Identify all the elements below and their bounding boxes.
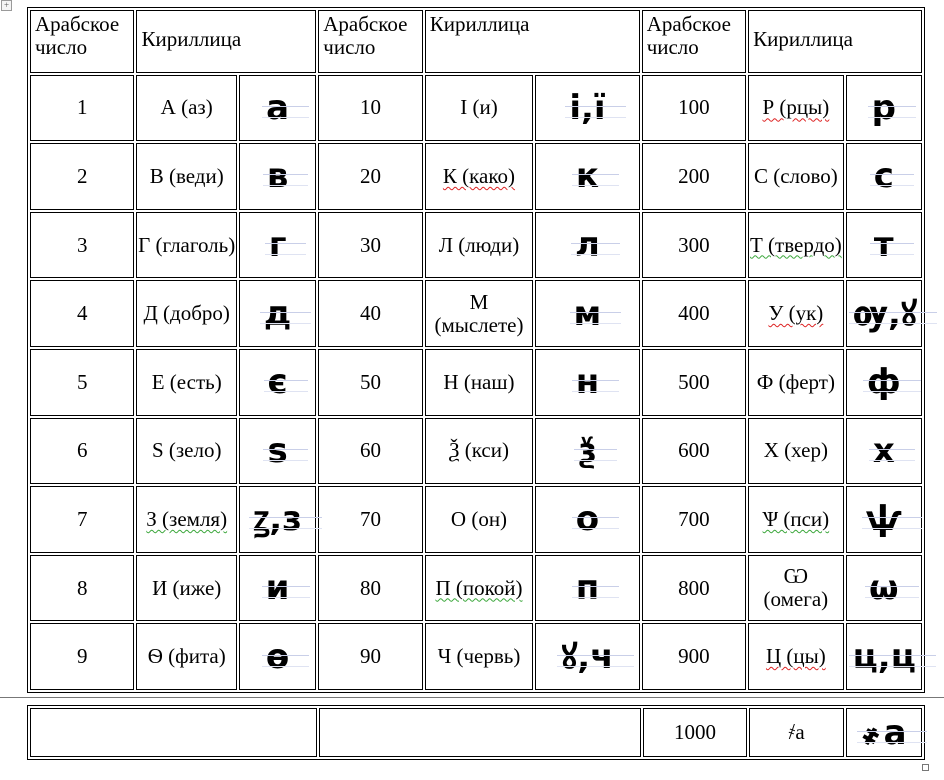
- letter-name: [748, 349, 843, 416]
- page-separator: [0, 697, 944, 698]
- arabic-number: 1: [30, 75, 134, 142]
- letter-name: [136, 418, 236, 485]
- header-arabic-3: Арабское число: [642, 10, 746, 73]
- arabic-number: 500: [642, 349, 746, 416]
- letter-name: [136, 212, 236, 279]
- arabic-number: 60: [318, 418, 422, 485]
- thousand-name: ҂а: [749, 708, 844, 757]
- church-slavonic-glyph: к: [570, 156, 605, 196]
- table-row: [30, 143, 922, 210]
- arabic-number: 900: [642, 623, 746, 690]
- letter-name: [136, 143, 236, 210]
- letter-name-text: Т (твердо): [749, 232, 842, 257]
- glyph-cell: [535, 418, 639, 485]
- church-slavonic-glyph: ꙁ,з: [247, 499, 308, 539]
- letter-name: [748, 143, 843, 210]
- church-slavonic-glyph: и: [260, 568, 296, 608]
- glyph-cell: [846, 418, 922, 485]
- glyph-cell: [239, 623, 316, 690]
- letter-name: [425, 418, 533, 485]
- arabic-number: 700: [642, 486, 746, 553]
- church-slavonic-glyph: ѳ: [260, 637, 295, 677]
- arabic-number: 300: [642, 212, 746, 279]
- letter-name-text: Л (люди): [438, 232, 520, 257]
- glyph-cell: [535, 143, 639, 210]
- glyph-cell: [535, 280, 639, 347]
- church-slavonic-glyph: м: [568, 294, 608, 334]
- arabic-number: 3: [30, 212, 134, 279]
- letter-name: [748, 212, 843, 279]
- church-slavonic-glyph: г: [263, 225, 293, 265]
- letter-name-text: Ѳ (фита): [147, 644, 226, 669]
- thousand-row: [30, 708, 922, 757]
- letter-name: [136, 349, 236, 416]
- arabic-number: 6: [30, 418, 134, 485]
- letter-name-text: Р (рцы): [762, 95, 830, 120]
- arabic-number: 5: [30, 349, 134, 416]
- glyph-cell: [239, 349, 316, 416]
- letter-name-text: Ф (ферт): [756, 369, 835, 394]
- empty-cell: [319, 708, 641, 757]
- arabic-number: 8: [30, 555, 134, 622]
- header-arabic-2: Арабское число: [318, 10, 422, 73]
- letter-name: [425, 623, 533, 690]
- church-slavonic-glyph: ф: [861, 362, 907, 402]
- arabic-number: 7: [30, 486, 134, 553]
- glyph-cell: [239, 418, 316, 485]
- church-slavonic-glyph: а: [260, 88, 295, 128]
- letter-name-text: Ч (червь): [437, 644, 521, 669]
- letter-name: [136, 280, 236, 347]
- letter-name-text: Г (глаголь): [138, 232, 236, 257]
- letter-name-text: О (он): [450, 506, 508, 531]
- glyph-cell: [846, 486, 922, 553]
- arabic-number: 600: [642, 418, 746, 485]
- thousand-glyph: ҂а: [855, 713, 912, 753]
- arabic-number: 400: [642, 280, 746, 347]
- letter-name: [425, 143, 533, 210]
- letter-name: [748, 555, 843, 622]
- glyph-cell: [239, 212, 316, 279]
- letter-name-text: Ѡ (омега): [763, 564, 829, 611]
- letter-name-text: П (покой): [435, 575, 523, 600]
- church-slavonic-glyph: с: [868, 156, 900, 196]
- table-row: [30, 212, 922, 279]
- letter-name-text: Д (добро): [143, 301, 230, 326]
- letter-name-text: І (и): [460, 95, 498, 120]
- letter-name-text: М (мыслете): [434, 289, 524, 337]
- glyph-cell: [239, 280, 316, 347]
- letter-name-text: Н (наш): [443, 369, 515, 394]
- arabic-number: 40: [318, 280, 422, 347]
- numerals-table: [27, 7, 925, 693]
- church-slavonic-glyph: ц,ц: [847, 637, 922, 677]
- arabic-number: 200: [642, 143, 746, 210]
- arabic-number: 50: [318, 349, 422, 416]
- church-slavonic-glyph: т: [868, 225, 900, 265]
- arabic-number: 9: [30, 623, 134, 690]
- table-row: [30, 486, 922, 553]
- church-slavonic-glyph: ѹ,ꙋ: [847, 294, 923, 334]
- glyph-cell: [846, 143, 922, 210]
- table-row: [30, 75, 922, 142]
- letter-name-text: С (слово): [753, 163, 838, 188]
- letter-name: [425, 555, 533, 622]
- church-slavonic-glyph: ꙋ,ч: [555, 637, 619, 677]
- table-row: [30, 623, 922, 690]
- table-row: [30, 349, 922, 416]
- church-slavonic-glyph: ѕ: [261, 431, 293, 471]
- letter-name: [425, 212, 533, 279]
- letter-name-text: Ѱ (пси): [762, 506, 830, 531]
- arabic-number: 4: [30, 280, 134, 347]
- glyph-cell: [535, 486, 639, 553]
- letter-name: [136, 623, 236, 690]
- letter-name: [136, 75, 236, 142]
- arabic-number: 90: [318, 623, 422, 690]
- header-cyrillic-2: Кириллица: [425, 10, 640, 73]
- letter-name: [425, 75, 533, 142]
- letter-name-text: Е (есть): [151, 369, 222, 394]
- letter-name-text: Х (хер): [763, 438, 828, 463]
- glyph-cell: [846, 280, 922, 347]
- church-slavonic-glyph: н: [570, 362, 606, 402]
- arabic-number: 10: [318, 75, 422, 142]
- letter-name-text: И (иже): [152, 575, 222, 600]
- letter-name: [748, 75, 843, 142]
- letter-name-text: З (земля): [146, 506, 228, 531]
- church-slavonic-glyph: є: [262, 362, 294, 402]
- arabic-number: 20: [318, 143, 422, 210]
- table-row: [30, 555, 922, 622]
- table-row: [30, 418, 922, 485]
- header-arabic-1: Арабское число: [30, 10, 134, 73]
- glyph-cell: [846, 75, 922, 142]
- letter-name: [136, 486, 236, 553]
- letter-name: [136, 555, 236, 622]
- glyph-cell: [239, 143, 316, 210]
- arabic-number: 80: [318, 555, 422, 622]
- letter-name-text: S (зело): [151, 438, 222, 463]
- glyph-cell: [535, 212, 639, 279]
- letter-name: [425, 349, 533, 416]
- glyph-cell: [846, 555, 922, 622]
- glyph-cell: [535, 623, 639, 690]
- letter-name-text: В (веди): [149, 163, 224, 188]
- letter-name: [425, 280, 533, 347]
- glyph-cell: [535, 555, 639, 622]
- church-slavonic-glyph: ѯ: [572, 431, 603, 471]
- glyph-cell: [239, 555, 316, 622]
- letter-name: [748, 486, 843, 553]
- letter-name-text: У (ук): [768, 301, 824, 326]
- glyph-cell: [846, 349, 922, 416]
- church-slavonic-glyph: ѱ: [860, 499, 908, 539]
- church-slavonic-glyph: р: [866, 88, 902, 128]
- church-slavonic-glyph: д: [258, 294, 297, 334]
- letter-name: [425, 486, 533, 553]
- glyph-cell: [535, 349, 639, 416]
- letter-name-text: Ѯ (кси): [448, 438, 509, 463]
- letter-name: [748, 418, 843, 485]
- glyph-cell: [239, 486, 316, 553]
- arabic-number: 100: [642, 75, 746, 142]
- empty-cell: [30, 708, 317, 757]
- arabic-number: 30: [318, 212, 422, 279]
- glyph-cell: [239, 75, 316, 142]
- arabic-number: 2: [30, 143, 134, 210]
- header-cyrillic-3: Кириллица: [748, 10, 922, 73]
- church-slavonic-glyph: о: [570, 499, 605, 539]
- church-slavonic-glyph: в: [261, 156, 295, 196]
- table-resize-handle[interactable]: [922, 764, 929, 771]
- thousand-glyph-cell: [846, 708, 922, 757]
- church-slavonic-glyph: і,ї: [563, 88, 611, 128]
- arabic-number: 800: [642, 555, 746, 622]
- letter-name: [748, 623, 843, 690]
- glyph-cell: [846, 212, 922, 279]
- thousand-table: [27, 705, 925, 760]
- church-slavonic-glyph: л: [569, 225, 606, 265]
- church-slavonic-glyph: п: [570, 568, 606, 608]
- thousand-number: 1000: [643, 708, 747, 757]
- header-row: [30, 10, 922, 73]
- letter-name: [748, 280, 843, 347]
- table-move-handle[interactable]: +: [1, 0, 12, 11]
- arabic-number: 70: [318, 486, 422, 553]
- letter-name-text: К (како): [442, 163, 516, 188]
- church-slavonic-glyph: ѡ: [863, 568, 905, 608]
- letter-name-text: Ц (цы): [765, 644, 826, 669]
- table-row: [30, 280, 922, 347]
- letter-name-text: А (аз): [160, 95, 213, 120]
- church-slavonic-glyph: х: [867, 431, 901, 471]
- header-cyrillic-1: Кириллица: [136, 10, 316, 73]
- glyph-cell: [535, 75, 639, 142]
- glyph-cell: [846, 623, 922, 690]
